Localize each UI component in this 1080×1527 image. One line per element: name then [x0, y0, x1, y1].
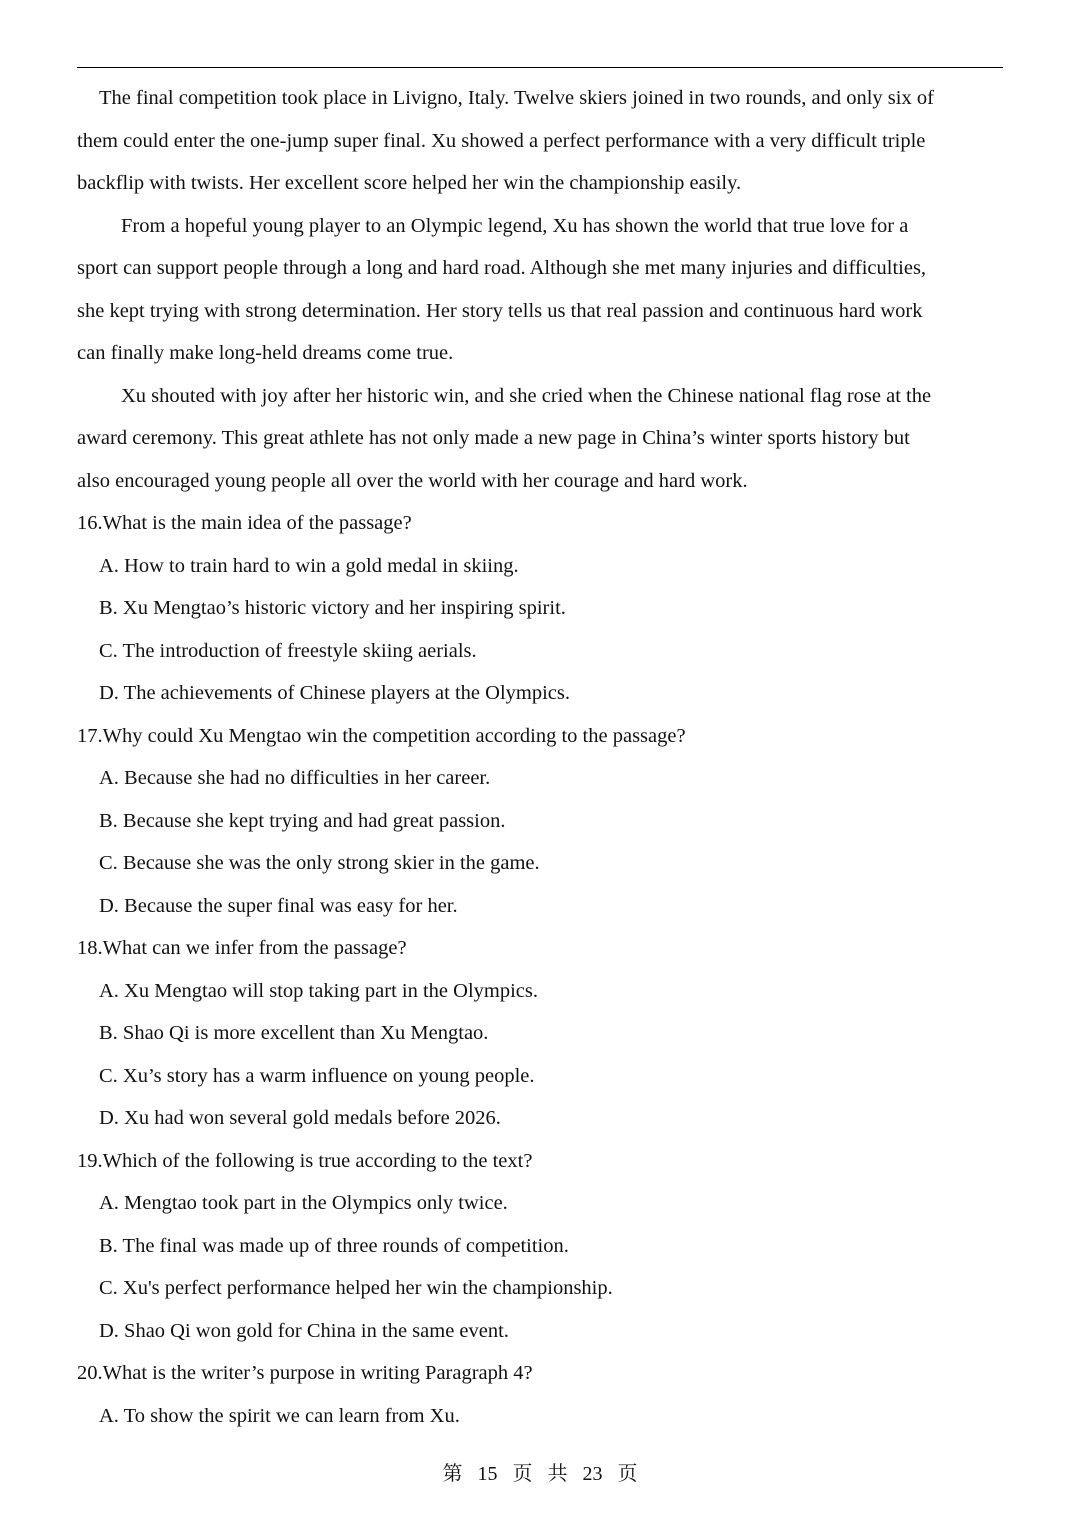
text-line: award ceremony. This great athlete has not only made a new page in China’s winter sports history but [77, 427, 910, 449]
text-line: The final competition took place in Livigno, Italy. Twelve skiers joined in two rounds, and only six of [99, 87, 934, 109]
question-16 [77, 502, 1007, 715]
paragraph-final-competition [77, 77, 1007, 205]
answer-option-a: A. Because she had no difficulties in her career. [99, 767, 491, 789]
question-stem: 18.What can we infer from the passage? [77, 937, 407, 959]
header-rule [77, 67, 1003, 68]
text-line: From a hopeful young player to an Olympic legend, Xu has shown the world that true love for a [121, 214, 909, 237]
page-label-mid: 页 [512, 1463, 533, 1485]
question-stem: 19.Which of the following is true according to the text? [77, 1149, 533, 1172]
page-label-prefix: 第 [442, 1463, 463, 1485]
answer-option-b: B. Because she kept trying and had great passion. [99, 809, 506, 832]
text-line: also encouraged young people all over the world with her courage and hard work. [77, 469, 748, 492]
answer-option-b: B. Shao Qi is more excellent than Xu Mengtao. [99, 1022, 489, 1044]
answer-option-d: D. Because the super final was easy for her. [99, 894, 458, 917]
text-line: can finally make long-held dreams come true. [77, 342, 454, 364]
question-17 [77, 715, 1007, 928]
answer-option-c: C. Because she was the only strong skier in the game. [99, 852, 540, 874]
text-line: Xu shouted with joy after her historic win, and she cried when the Chinese national flag rose at the [121, 384, 932, 407]
answer-option-d: D. Xu had won several gold medals before 2026. [99, 1107, 501, 1129]
answer-option-c: C. Xu’s story has a warm influence on young people. [99, 1064, 535, 1087]
text-line: sport can support people through a long and hard road. Although she met many injuries and difficulties, [77, 257, 927, 279]
text-line: backflip with twists. Her excellent score helped her win the championship easily. [77, 172, 742, 194]
paragraph-olympic-legend [77, 205, 1007, 375]
question-stem: 16.What is the main idea of the passage? [77, 512, 412, 534]
page-footer [0, 1457, 1080, 1491]
answer-option-a: A. Mengtao took part in the Olympics only twice. [99, 1192, 508, 1214]
question-20 [77, 1352, 1007, 1437]
paragraph-historic-win [77, 375, 1007, 503]
total-label: 共 [547, 1463, 568, 1485]
question-stem: 17.Why could Xu Mengtao win the competition according to the passage? [77, 724, 686, 747]
answer-option-b: B. Xu Mengtao’s historic victory and her inspiring spirit. [99, 597, 566, 619]
answer-option-b: B. The final was made up of three rounds of competition. [99, 1234, 569, 1257]
answer-option-a: A. Xu Mengtao will stop taking part in the Olympics. [99, 979, 538, 1002]
answer-option-c: C. Xu's perfect performance helped her win the championship. [99, 1277, 613, 1299]
answer-option-a: A. How to train hard to win a gold medal in skiing. [99, 554, 519, 577]
question-stem: 20.What is the writer’s purpose in writing Paragraph 4? [77, 1362, 533, 1384]
question-19 [77, 1140, 1007, 1353]
answer-option-d: D. The achievements of Chinese players at the Olympics. [99, 682, 570, 704]
exam-page-content [77, 77, 1007, 1437]
answer-option-d: D. Shao Qi won gold for China in the same event. [99, 1319, 509, 1342]
page-label-suffix: 页 [617, 1463, 638, 1485]
total-pages-number: 23 [582, 1463, 603, 1485]
current-page-number: 15 [477, 1463, 498, 1485]
question-18 [77, 927, 1007, 1140]
answer-option-a: A. To show the spirit we can learn from Xu. [99, 1404, 460, 1427]
text-line: she kept trying with strong determination. Her story tells us that real passion and continuous hard work [77, 299, 923, 322]
text-line: them could enter the one-jump super final. Xu showed a perfect performance with a very difficult triple [77, 129, 926, 152]
answer-option-c: C. The introduction of freestyle skiing aerials. [99, 639, 477, 662]
